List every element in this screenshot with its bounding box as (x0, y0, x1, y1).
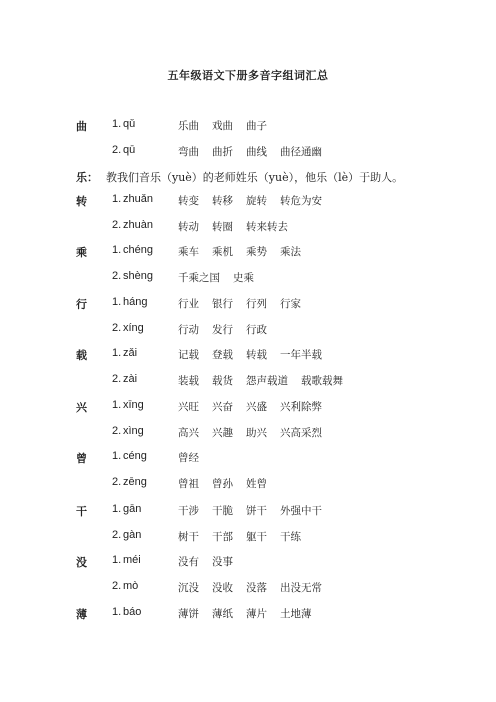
reading-pinyin: báo (123, 606, 142, 618)
reading-number: 1. (112, 347, 122, 359)
reading-number: 2. (112, 373, 122, 385)
word: 乐曲 (178, 120, 199, 132)
word-list (178, 606, 325, 621)
reading-pinyin: zhuàn (123, 219, 153, 231)
word-list (178, 425, 335, 440)
word: 干部 (212, 531, 233, 543)
entry-character: 乘 (76, 246, 87, 259)
entry-character: 薄 (76, 608, 87, 621)
reading-pinyin: xīng (123, 399, 144, 411)
reading-number: 2. (112, 476, 122, 488)
word: 高兴 (178, 427, 199, 439)
reading-pinyin: gān (123, 503, 142, 515)
word: 曾孙 (212, 478, 233, 490)
word: 干涉 (178, 505, 199, 517)
word: 兴旺 (178, 401, 199, 413)
word-list (178, 322, 280, 337)
entry-character: 没 (76, 556, 87, 569)
word: 记载 (178, 349, 199, 361)
word: 躯干 (246, 531, 267, 543)
word: 载货 (212, 375, 233, 387)
reading-pinyin: gàn (123, 529, 142, 541)
reading-number: 1. (112, 399, 122, 411)
word: 转圈 (212, 221, 233, 233)
word: 行列 (246, 298, 267, 310)
word: 兴高采烈 (280, 427, 322, 439)
reading-pinyin: háng (123, 296, 148, 308)
reading-pinyin: xíng (123, 322, 144, 334)
reading-number: 2. (112, 580, 122, 592)
word: 戏曲 (212, 120, 233, 132)
reading-pinyin: zài (123, 373, 138, 385)
word: 曲线 (246, 146, 267, 158)
word-list (178, 529, 314, 544)
word: 饼干 (246, 505, 267, 517)
page-title: 五年级语文下册多音字组词汇总 (167, 69, 329, 82)
word: 干脆 (212, 505, 233, 517)
word-list (178, 270, 267, 285)
word-list (178, 193, 335, 208)
word-list (178, 450, 212, 465)
word: 干练 (280, 531, 301, 543)
reading-number: 1. (112, 450, 122, 462)
word: 弯曲 (178, 146, 199, 158)
word: 怨声载道 (246, 375, 288, 387)
word: 转危为安 (280, 195, 322, 207)
reading-pinyin: qū (123, 144, 136, 156)
word: 旋转 (246, 195, 267, 207)
reading-number: 2. (112, 144, 122, 156)
word: 薄饼 (178, 608, 199, 620)
reading-pinyin: chéng (123, 244, 153, 256)
word: 薄片 (246, 608, 267, 620)
word: 兴盛 (246, 401, 267, 413)
entry-character: 行 (76, 298, 87, 311)
word-list (178, 503, 335, 518)
word: 登载 (212, 349, 233, 361)
reading-number: 2. (112, 322, 122, 334)
word: 没收 (212, 582, 233, 594)
reading-number: 2. (112, 529, 122, 541)
word: 沉没 (178, 582, 199, 594)
word: 行政 (246, 324, 267, 336)
word: 出没无常 (280, 582, 322, 594)
reading-number: 2. (112, 219, 122, 231)
entry-character: 转 (76, 195, 87, 208)
word-list (178, 219, 301, 234)
reading-number: 1. (112, 244, 122, 256)
word: 曲子 (246, 120, 267, 132)
example-text: 教我们音乐（yuè）的老师姓乐（yuè），他乐（lè）于助人。 (106, 171, 404, 184)
word: 曲折 (212, 146, 233, 158)
word-list (178, 399, 335, 414)
word: 行家 (280, 298, 301, 310)
entry-character: 兴 (76, 401, 87, 414)
entry-character: 载 (76, 349, 87, 362)
reading-number: 2. (112, 425, 122, 437)
word-list (178, 144, 335, 159)
word-list (178, 118, 280, 133)
example-label: 乐： (76, 171, 98, 184)
reading-pinyin: xìng (123, 425, 144, 437)
word: 薄纸 (212, 608, 233, 620)
reading-number: 2. (112, 270, 122, 282)
word: 装载 (178, 375, 199, 387)
reading-number: 1. (112, 296, 122, 308)
reading-pinyin: shèng (123, 270, 153, 282)
word: 助兴 (246, 427, 267, 439)
word: 转载 (246, 349, 267, 361)
word: 兴趣 (212, 427, 233, 439)
word-list (178, 296, 314, 311)
word: 姓曾 (246, 478, 267, 490)
word: 转变 (178, 195, 199, 207)
word: 外强中干 (280, 505, 322, 517)
word: 千乘之国 (178, 272, 220, 284)
word-list (178, 476, 280, 491)
reading-number: 1. (112, 118, 122, 130)
word: 转移 (212, 195, 233, 207)
word-list (178, 244, 314, 259)
word: 兴奋 (212, 401, 233, 413)
word: 行业 (178, 298, 199, 310)
example-sentence (76, 169, 403, 185)
word: 转动 (178, 221, 199, 233)
entry-character: 曾 (76, 452, 87, 465)
reading-pinyin: méi (123, 554, 141, 566)
reading-number: 1. (112, 193, 122, 205)
entry-character: 曲 (76, 120, 87, 133)
word: 行动 (178, 324, 199, 336)
reading-pinyin: qǔ (123, 118, 136, 130)
word-list (178, 554, 246, 569)
entry-character: 干 (76, 505, 87, 518)
reading-pinyin: mò (123, 580, 139, 592)
reading-pinyin: céng (123, 450, 147, 462)
reading-number: 1. (112, 554, 122, 566)
word: 兴利除弊 (280, 401, 322, 413)
word: 乘机 (212, 246, 233, 258)
word: 乘势 (246, 246, 267, 258)
word: 一年半载 (280, 349, 322, 361)
word: 曲径通幽 (280, 146, 322, 158)
word: 载歌载舞 (301, 375, 343, 387)
word: 土地薄 (280, 608, 312, 620)
word: 树干 (178, 531, 199, 543)
reading-number: 1. (112, 606, 122, 618)
word: 没落 (246, 582, 267, 594)
word: 转来转去 (246, 221, 288, 233)
word: 曾祖 (178, 478, 199, 490)
reading-number: 1. (112, 503, 122, 515)
word: 乘法 (280, 246, 301, 258)
word: 没有 (178, 556, 199, 568)
reading-pinyin: zǎi (123, 347, 138, 359)
word: 发行 (212, 324, 233, 336)
reading-pinyin: zēng (123, 476, 147, 488)
word: 乘车 (178, 246, 199, 258)
word: 曾经 (178, 452, 199, 464)
word: 没事 (212, 556, 233, 568)
word-list (178, 580, 335, 595)
word-list (178, 347, 335, 362)
word: 史乘 (233, 272, 254, 284)
word-list (178, 373, 356, 388)
reading-pinyin: zhuǎn (123, 193, 153, 205)
word: 银行 (212, 298, 233, 310)
